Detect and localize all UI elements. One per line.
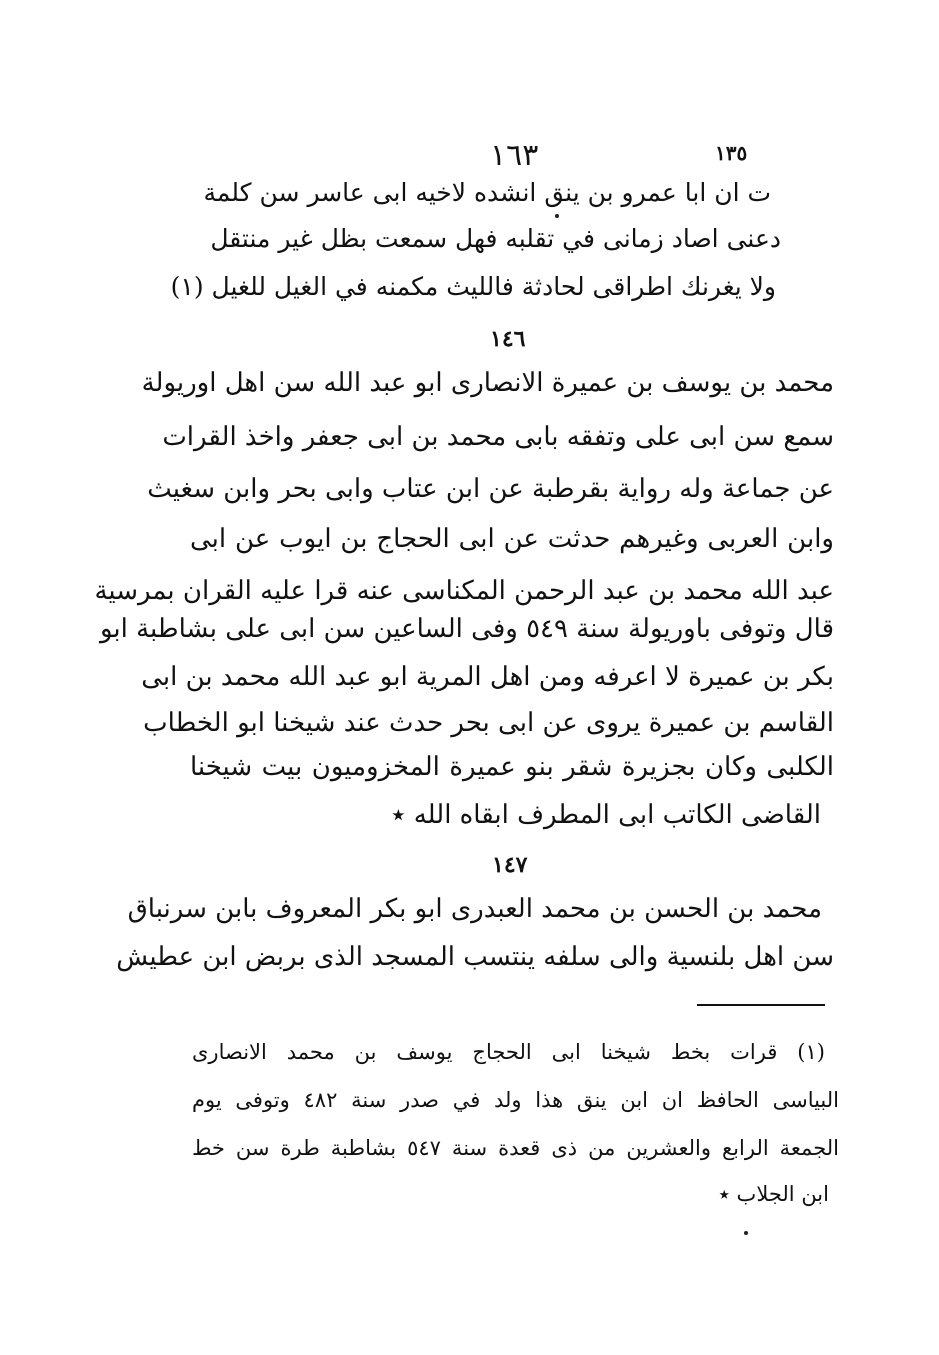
footnote-line: (١) قرات بخط شيخنا ابى الحجاج يوسف بن محمد الانصارى [192,1040,825,1064]
entry-number: ١٤٧ [492,852,528,878]
verse-line: ولا يغرنك اطراقى لحادثة فالليث مكمنه في الغيل للغيل (١) [170,272,776,301]
text-line: القاضى الكاتب ابى المطرف ابقاه الله ٭ [391,800,821,830]
verse-intro: ت ان ابا عمرو بن ينق انشده لاخيه ابى عاسر سن كلمة [203,178,771,207]
text-line: بكر بن عميرة لا اعرفه ومن اهل المرية ابو عبد الله محمد بن ابى [141,662,834,692]
text-line: سن اهل بلنسية والى سلفه ينتسب المسجد الذى بربض ابن عطيش [116,942,834,972]
text-line: سمع سن ابى على وتفقه بابى محمد بن ابى جعفر واخذ القرات [162,422,834,452]
verse-line: دعنى اصاد زمانى في تقلبه فهل سمعت بظل غير منتقل [210,224,781,253]
text-line: الكلبى وكان بجزيرة شقر بنو عميرة المخزوميون بيت شيخنا [190,752,834,782]
page-number: ١٦٣ [490,138,539,173]
text-line: محمد بن الحسن بن محمد العبدرى ابو بكر المعروف بابن سرنباق [127,894,822,924]
footnote-divider [697,1004,825,1006]
text-line: عبد الله محمد بن عبد الرحمن المكناسى عنه قرا عليه القران بمرسية [94,576,834,606]
text-line: قال وتوفى باوريولة سنة ٥٤٩ وفى الساعين سن ابى على بشاطبة ابو [99,614,834,644]
ink-speck [744,1231,748,1235]
text-line: محمد بن يوسف بن عميرة الانصارى ابو عبد الله سن اهل اوريولة [141,368,834,398]
entry-number: ١٤٦ [490,326,526,352]
footnote-line: ابن الجلاب ٭ [718,1182,829,1206]
text-line: وابن العربى وغيرهم حدثت عن ابى الحجاج بن ايوب عن ابى [190,524,834,554]
footnote-line: الجمعة الرابع والعشرين من ذى قعدة سنة ٥٤٧ بشاطبة طرة سن خط [192,1136,839,1160]
text-line: القاسم بن عميرة يروى عن ابى بحر حدث عند شيخنا ابو الخطاب [143,708,834,738]
ink-speck [555,214,559,218]
text-line: عن جماعة وله رواية بقرطبة عن ابن عتاب وابى بحر وابن سغيث [147,474,834,504]
footnote-line: البياسى الحافظ ان ابن ينق هذا ولد في صدر سنة ٤٨٢ وتوفى يوم [192,1088,839,1112]
entry-number-header: ١٣٥ [715,141,748,165]
